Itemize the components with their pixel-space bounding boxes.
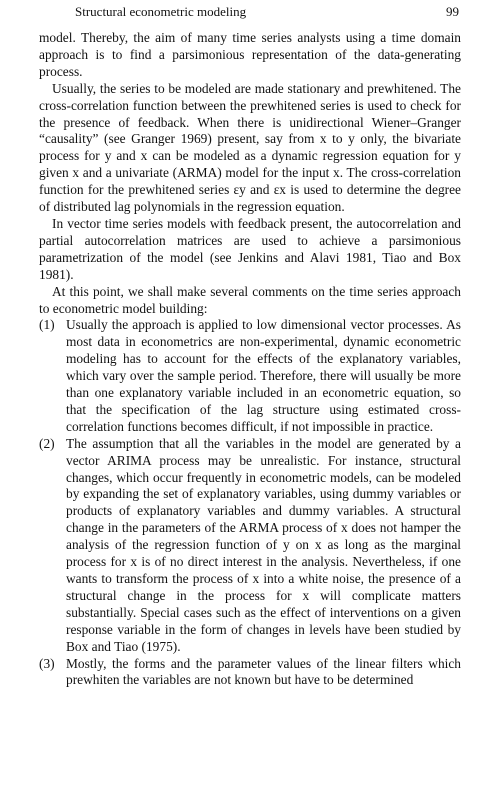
list-item — [39, 656, 461, 690]
list-item-number: (1) — [39, 317, 55, 333]
list-item-text: Mostly, the forms and the parameter values of the linear filters which prewhiten the variables are not known but have to be determined — [66, 655, 461, 688]
paragraph-vector-models: In vector time series models with feedback present, the autocorrelation and partial autocorrelation matrices are used to achieve a parsimonious parametrization of the model (see Jenkins and Alavi 1981, Tiao and Box 1981). — [39, 215, 461, 282]
paragraph-comments-intro: At this point, we shall make several comments on the time series approach to econometric model building: — [39, 283, 461, 316]
list-item-number: (3) — [39, 655, 55, 671]
list-item-text: The assumption that all the variables in the model are generated by a vector ARIMA process may be unrealistic. For instance, structural changes, which occur frequently in econometric models, can be modeled by expanding the set of explanatory variables, using dummy variables or products of explanatory variables and dummy variables. A structural change in the parameters of the ARMA process of x does not hamper the analysis of the regression function of y on x as long as the marginal process for x is of no direct interest in the analysis. Nevertheless, if one wants to transform the process of x into a white noise, the presence of a structural change in the process for x will complicate matters substantially. Special cases such as the effect of interventions on a given response variable in the form of changes in levels have been studied by Box and Tiao (1975). — [66, 435, 461, 654]
paragraph-continuation: model. Thereby, the aim of many time series analysts using a time domain approach is to find a parsimonious representation of the data-generating process. — [39, 30, 461, 79]
paragraph-prewhitening: Usually, the series to be modeled are made stationary and prewhitened. The cross-correlation function between the prewhitened series is used to check for the presence of feedback. When there is unidirectional Wiener–Granger “causality” (see Granger 1969) present, say from x to y only, the bivariate process for y and x can be modeled as a dynamic regression equation for y given x and a univariate (ARMA) model for the input x. The cross-correlation function for the prewhitened series εy and εx is used to determine the degree of distributed lag polynomials in the regression equation. — [39, 80, 461, 215]
page-number: 99 — [446, 4, 459, 19]
list-item-number: (2) — [39, 435, 55, 451]
list-item-text: Usually the approach is applied to low dimensional vector processes. As most data in econometrics are non-experimental, dynamic econometric modeling has to account for the effects of the explanatory variables, which vary over the sample period. Therefore, there will usually be more than one explanatory variable included in an econometric equation, so that the specification of the lag structure using estimated cross-correlation functions becomes difficult, if not impossible in practice. — [66, 317, 461, 434]
list-item — [39, 317, 461, 435]
body-text — [39, 30, 461, 689]
list-item — [39, 436, 461, 656]
running-header — [39, 2, 459, 22]
running-title: Structural econometric modeling — [75, 4, 247, 19]
